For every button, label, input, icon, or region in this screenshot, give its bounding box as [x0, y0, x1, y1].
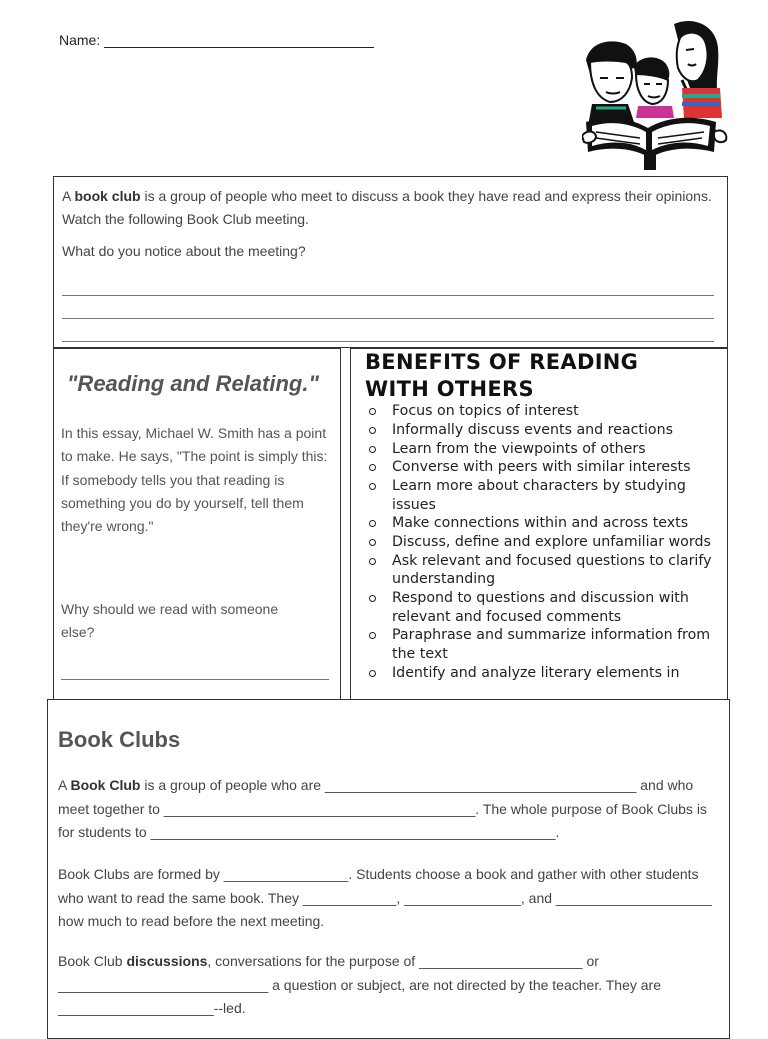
bullet-icon — [369, 464, 376, 471]
bullet-icon — [369, 483, 376, 490]
benefits-box — [350, 348, 728, 700]
list-item: Ask relevant and focused questions to clarify understanding — [365, 552, 715, 589]
answer-line[interactable] — [61, 679, 329, 680]
bullet-icon — [369, 632, 376, 639]
list-item: Focus on topics of interest — [365, 402, 715, 420]
bullet-icon — [369, 595, 376, 602]
essay-box — [53, 348, 341, 708]
bullet-icon — [369, 670, 376, 677]
list-item: Learn from the viewpoints of others — [365, 440, 715, 458]
answer-line[interactable] — [62, 318, 714, 319]
list-item: Discuss, define and explore unfamiliar words — [365, 533, 715, 551]
bullet-icon — [369, 408, 376, 415]
essay-text: In this essay, Michael W. Smith has a point to make. He says, "The point is simply this: If somebody tells you that reading is something you do by yourself, tell them they're wrong." — [61, 425, 328, 535]
list-item: Respond to questions and discussion with relevant and focused comments — [365, 589, 715, 626]
book-club-discussion-paragraph[interactable]: Book Club discussions, conversations for the purpose of _____________________ or ___________________________ a question or subject, are not directed by the teacher. They are ____________________--led. — [58, 953, 661, 1016]
notice-question: What do you notice about the meeting? — [62, 243, 306, 259]
list-item: Converse with peers with similar interests — [365, 458, 715, 476]
list-item: Paraphrase and summarize information from the text — [365, 626, 715, 663]
benefits-list — [365, 402, 715, 682]
column-divider — [340, 348, 341, 700]
list-item: Informally discuss events and reactions — [365, 421, 715, 439]
bullet-icon — [369, 558, 376, 565]
name-field[interactable] — [59, 32, 374, 48]
book-clubs-heading: Book Clubs — [58, 727, 181, 752]
book-club-formation-paragraph[interactable]: Book Clubs are formed by ________________. Students choose a book and gather with other students who want to read the same book. They ____________, _______________, and ____________________ how much to read before the next meeting. — [58, 866, 712, 929]
bullet-icon — [369, 446, 376, 453]
name-label: Name: — [59, 32, 101, 48]
essay-title: "Reading and Relating." — [67, 371, 319, 396]
name-blank[interactable] — [104, 34, 374, 48]
list-item: Make connections within and across texts — [365, 514, 715, 532]
answer-line[interactable] — [62, 341, 714, 342]
bullet-icon — [369, 520, 376, 527]
answer-line[interactable] — [62, 295, 714, 296]
book-club-illustration — [582, 18, 728, 172]
book-club-fill-in-paragraph[interactable]: A Book Club is a group of people who are ________________________________________ and who meet together to ________________________________________. The whole purpose of Book Clubs is for students to ____________________________________________________. — [58, 777, 707, 840]
book-clubs-worksheet-box — [47, 699, 730, 1039]
book-club-definition: A book club is a group of people who meet to discuss a book they have read and express their opinions. Watch the following Book Club meeting. — [62, 188, 712, 227]
list-item: Learn more about characters by studying issues — [365, 477, 715, 514]
bullet-icon — [369, 539, 376, 546]
benefits-title: BENEFITS OF READING WITH OTHERS — [365, 350, 639, 401]
book-club-intro-box — [53, 176, 728, 348]
list-item: Identify and analyze literary elements in — [365, 664, 715, 682]
bullet-icon — [369, 427, 376, 434]
essay-question: Why should we read with someone else? — [61, 601, 279, 640]
